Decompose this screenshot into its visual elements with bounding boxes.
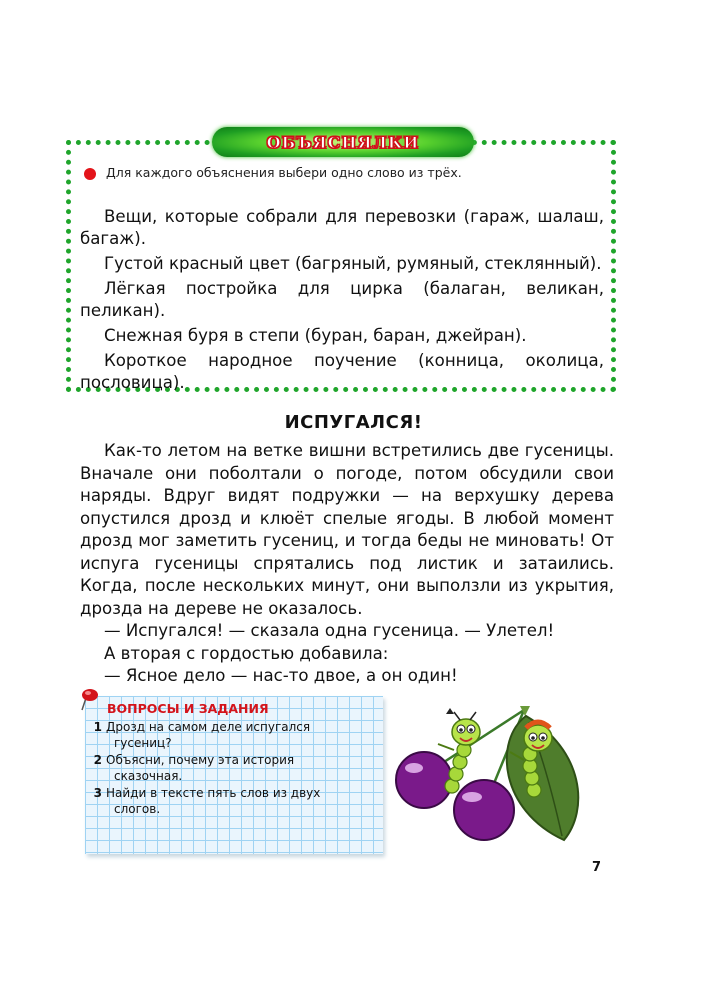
question-number: 1 [93,720,102,734]
caterpillars-cherries-illustration [384,700,594,850]
question-item [90,785,340,817]
task-item: Вещи, которые собрали для перевозки (гараж, шалаш, багаж). [80,207,604,248]
page-number: 7 [592,860,602,875]
questions-title: ВОПРОСЫ И ЗАДАНИЯ [107,701,269,716]
question-item [90,752,340,784]
story-dialogue-line: — Испугался! — сказала одна гусеница. — Улетел! [104,621,555,640]
story-dialogue-line: А вторая с гордостью добавила: [104,643,389,663]
task-list [80,206,604,397]
question-number: 3 [93,786,102,800]
story-text [80,440,614,688]
story-title: ИСПУГАЛСЯ! [284,412,423,433]
instruction-text: Для каждого объяснения выбери одно слово из трёх. [106,165,462,180]
question-text: Объясни, почему эта история [106,753,295,767]
task-item: Снежная буря в степи (буран, баран, джейран). [104,326,527,345]
question-text-cont: слогов. [114,802,161,816]
question-number: 2 [93,753,102,767]
question-item [90,719,340,751]
explanations-header [212,127,474,157]
story-paragraph: Как-то летом на ветке вишни встретились две гусеницы. Вначале они поболтали о погоде, потом обсудили свои наряды. Вдруг видят подружки — на верхушку дерева опустился дрозд и клюёт спелые ягоды. В любой момент дрозд мог заметить гусениц, и тогда беды не миновать! От испуга гусеницы спрятались под листик и затаились. Когда, после нескольких минут, они выползли из укрытия, дрозда на дереве не оказалось. [80,441,614,618]
task-item: Короткое народное поучение (конница, околица, пословица). [80,351,604,392]
question-text: Дрозд на самом деле испугался [106,720,311,734]
task-item: Густой красный цвет (багряный, румяный, стеклянный). [104,254,602,273]
question-text-cont: сказочная. [114,769,183,783]
story-dialogue-line: — Ясное дело — нас-то двое, а он один! [104,666,458,685]
task-item: Лёгкая постройка для цирка (балаган, великан, пеликан). [80,279,604,320]
question-text-cont: гусениц? [114,736,172,750]
red-bullet-icon [84,168,96,180]
question-text: Найди в тексте пять слов из двух [106,786,321,800]
explanations-header-label: ОБЪЯСНЯЛКИ [266,132,420,152]
pushpin-icon [80,686,102,712]
